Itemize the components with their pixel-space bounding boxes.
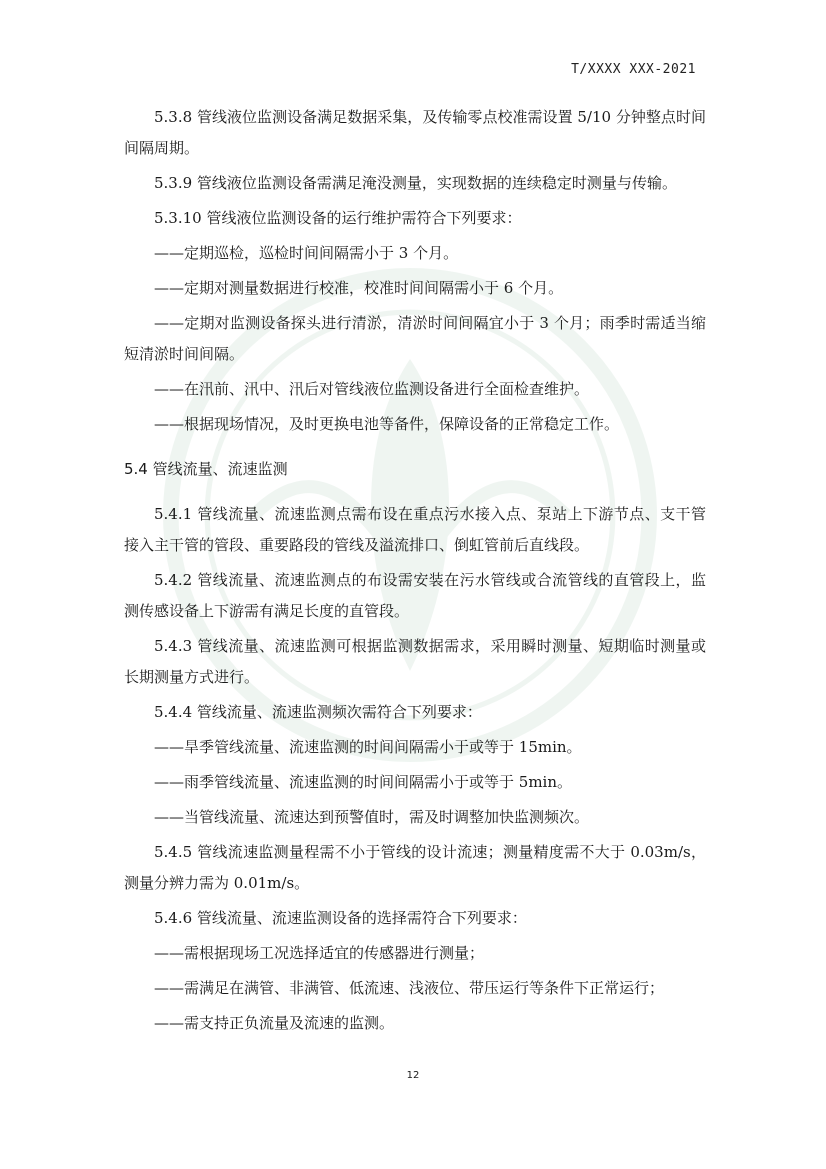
clause-5-4-4: 5.4.4 管线流量、流速监测频次需符合下列要求： xyxy=(154,703,482,721)
list-item: ——需支持正负流量及流速的监测。 xyxy=(154,1014,395,1032)
list-item: ——需根据现场工况选择适宜的传感器进行测量； xyxy=(154,944,485,962)
clause-5-4-3: 5.4.3 管线流量、流速监测可根据监测数据需求，采用瞬时测量、短期临时测量或长期测量方式进行。 xyxy=(124,637,706,686)
clause-5-3-9: 5.3.9 管线液位监测设备需满足淹没测量，实现数据的连续稳定时测量与传输。 xyxy=(154,174,677,192)
list-item: ——雨季管线流量、流速监测的时间间隔需小于或等于 5min。 xyxy=(154,773,572,791)
list-item: ——旱季管线流量、流速监测的时间间隔需小于或等于 15min。 xyxy=(154,738,582,756)
clause-5-3-10: 5.3.10 管线液位监测设备的运行维护需符合下列要求： xyxy=(154,209,522,227)
list-item: ——需满足在满管、非满管、低流速、浅液位、带压运行等条件下正常运行； xyxy=(154,979,665,997)
clause-5-4-6: 5.4.6 管线流量、流速监测设备的选择需符合下列要求： xyxy=(154,909,527,927)
list-item: ——定期对测量数据进行校准，校准时间间隔需小于 6 个月。 xyxy=(154,279,564,297)
document-code-header: T/XXXX XXX-2021 xyxy=(571,62,696,77)
list-item: ——定期巡检，巡检时间间隔需小于 3 个月。 xyxy=(154,244,459,262)
clause-5-4-2: 5.4.2 管线流量、流速监测点的布设需安装在污水管线或合流管线的直管段上，监测传感设备上下游需有满足长度的直管段。 xyxy=(124,571,706,620)
clause-5-4-1: 5.4.1 管线流量、流速监测点需布设在重点污水接入点、泵站上下游节点、支干管接入主干管的管段、重要路段的管线及溢流排口、倒虹管前后直线段。 xyxy=(124,505,706,554)
document-body xyxy=(124,102,706,1043)
clause-5-4-5: 5.4.5 管线流速监测量程需不小于管线的设计流速；测量精度需不大于 0.03m/s，测量分辨力需为 0.01m/s。 xyxy=(124,843,706,892)
clause-5-3-8: 5.3.8 管线液位监测设备满足数据采集，及传输零点校准需设置 5/10 分钟整点时间间隔周期。 xyxy=(124,108,706,157)
list-item: ——当管线流量、流速达到预警值时，需及时调整加快监测频次。 xyxy=(154,808,590,826)
section-heading-5-4: 5.4 管线流量、流速监测 xyxy=(124,460,288,478)
page-number: 12 xyxy=(406,1070,420,1081)
list-item: ——根据现场情况，及时更换电池等备件，保障设备的正常稳定工作。 xyxy=(154,415,620,433)
list-item: ——在汛前、汛中、汛后对管线液位监测设备进行全面检查维护。 xyxy=(154,380,590,398)
list-item: ——定期对监测设备探头进行清淤，清淤时间间隔宜小于 3 个月；雨季时需适当缩短清淤时间间隔。 xyxy=(124,314,706,363)
